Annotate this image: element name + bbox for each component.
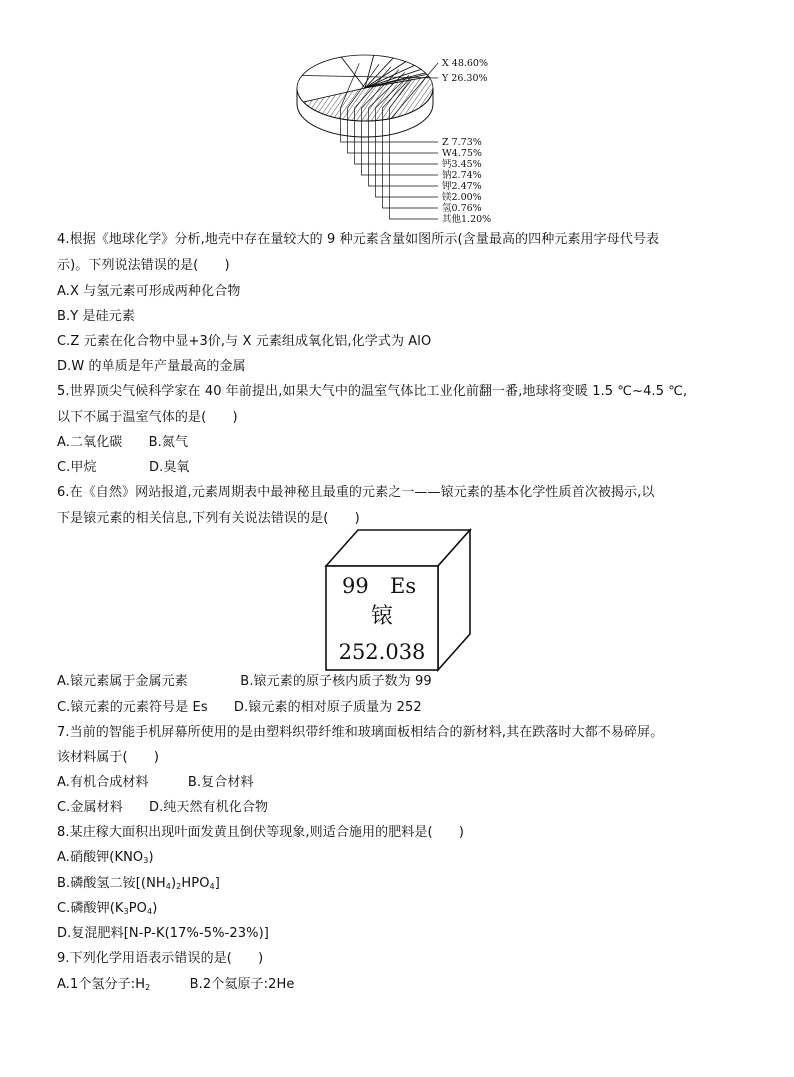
q8-c-subscript-2: 4	[147, 907, 153, 916]
q6-options-cd: C.锿元素的元素符号是 Es D.锿元素的相对原子质量为 252	[57, 700, 422, 715]
q4-option-d: D.W 的单质是年产量最高的金属	[57, 359, 246, 374]
pie-label-X: X 48.60%	[442, 58, 489, 69]
q8-b-subscript-3: 4	[209, 882, 215, 891]
q8-a-text: A.硝酸钾(KNO	[57, 850, 144, 865]
q7-options-ab: A.有机合成材料 B.复合材料	[57, 775, 254, 790]
q6-options-ab: A.锿元素属于金属元素 B.锿元素的原子核内质子数为 99	[57, 674, 432, 689]
q8-option-b	[57, 875, 220, 896]
q8-b-close: ]	[214, 876, 220, 891]
q9-a-text: A.1个氢分子:H	[57, 977, 146, 992]
q5-options-cd: C.甲烷 D.臭氧	[57, 460, 190, 475]
pie-label-W: W4.75%	[442, 148, 482, 159]
q8-a-close: )	[148, 850, 154, 865]
q4-stem-line2: 示)。下列说法错误的是( )	[57, 258, 230, 273]
q6-stem-line2: 下是锿元素的相关信息,下列有关说法错误的是( )	[57, 511, 360, 526]
element-content-pie-chart	[290, 48, 520, 234]
q6-stem-line1: 6.在《自然》网站报道,元素周期表中最神秘且最重的元素之一——锿元素的基本化学性质首次被揭示,以	[57, 485, 655, 500]
q8-stem: 8.某庄稼大面积出现叶面发黄且倒伏等现象,则适合施用的肥料是( )	[57, 825, 465, 840]
q7-stem-line2: 该材料属于( )	[57, 750, 160, 765]
cube-atomic-mass: 252.038	[338, 640, 426, 664]
q8-b-hpo: HPO	[181, 876, 210, 891]
q7-stem-line1: 7.当前的智能手机屏幕所使用的是由塑料织带纤维和玻璃面板相结合的新材料,其在跌落时大都不易碎屏。	[57, 725, 664, 740]
q4-option-a: A.X 与氢元素可形成两种化合物	[57, 284, 241, 299]
q4-stem-line1: 4.根据《地球化学》分析,地壳中存在量较大的 9 种元素含量如图所示(含量最高的四种元素用字母代号表	[57, 232, 660, 247]
pie-label-Z: Z 7.73%	[442, 137, 482, 148]
pie-label-钙: 钙3.45%	[442, 159, 482, 170]
q4-option-b: B.Y 是硅元素	[57, 309, 135, 324]
pie-label-氢: 氢0.76%	[442, 203, 482, 214]
q7-options-cd: C.金属材料 D.纯天然有机化合物	[57, 800, 269, 815]
q8-option-d: D.复混肥料[N-P-K(17%-5%-23%)]	[57, 926, 269, 941]
q8-c-subscript-1: 3	[123, 907, 129, 916]
pie-label-镁: 镁2.00%	[442, 192, 482, 203]
q8-c-text: C.磷酸钾(K	[57, 901, 124, 916]
q9-a-subscript: 2	[145, 983, 151, 992]
element-cube-figure	[318, 528, 478, 672]
cube-element-name: 锿	[370, 604, 394, 629]
pie-chart-svg	[290, 48, 520, 234]
q8-c-po: PO	[128, 901, 147, 916]
pie-label-其他: 其他1.20%	[442, 214, 492, 225]
cube-svg	[318, 528, 478, 672]
cube-atomic-number: 99	[342, 574, 369, 598]
q9-options-ab	[57, 976, 294, 997]
q8-option-a	[57, 849, 154, 870]
q8-b-subscript-2: 2	[176, 882, 182, 891]
q5-options-ab: A.二氧化碳 B.氮气	[57, 435, 189, 450]
q9-b-text: B.2个氦原子:2He	[150, 977, 295, 992]
cube-element-symbol: Es	[390, 574, 417, 598]
q8-b-subscript-1: 4	[165, 882, 171, 891]
q5-stem-line2: 以下不属于温室气体的是( )	[57, 410, 238, 425]
q8-b-paren: )	[171, 876, 177, 891]
pie-label-钾: 钾2.47%	[442, 181, 482, 192]
q8-c-close: )	[152, 901, 158, 916]
q9-stem: 9.下列化学用语表示错误的是( )	[57, 951, 264, 966]
q8-option-c	[57, 900, 157, 921]
q4-option-c: C.Z 元素在化合物中显+3价,与 X 元素组成氧化铝,化学式为 AlO	[57, 334, 432, 349]
q5-stem-line1: 5.世界顶尖气候科学家在 40 年前提出,如果大气中的温室气体比工业化前翻一番,地球将变暖 1.5 ℃~4.5 ℃,	[57, 384, 688, 399]
pie-label-Y: Y 26.30%	[442, 73, 488, 84]
q8-a-subscript: 3	[143, 856, 149, 865]
pie-label-钠: 钠2.74%	[442, 170, 482, 181]
q8-b-text: B.磷酸氢二铵[(NH	[57, 876, 166, 891]
